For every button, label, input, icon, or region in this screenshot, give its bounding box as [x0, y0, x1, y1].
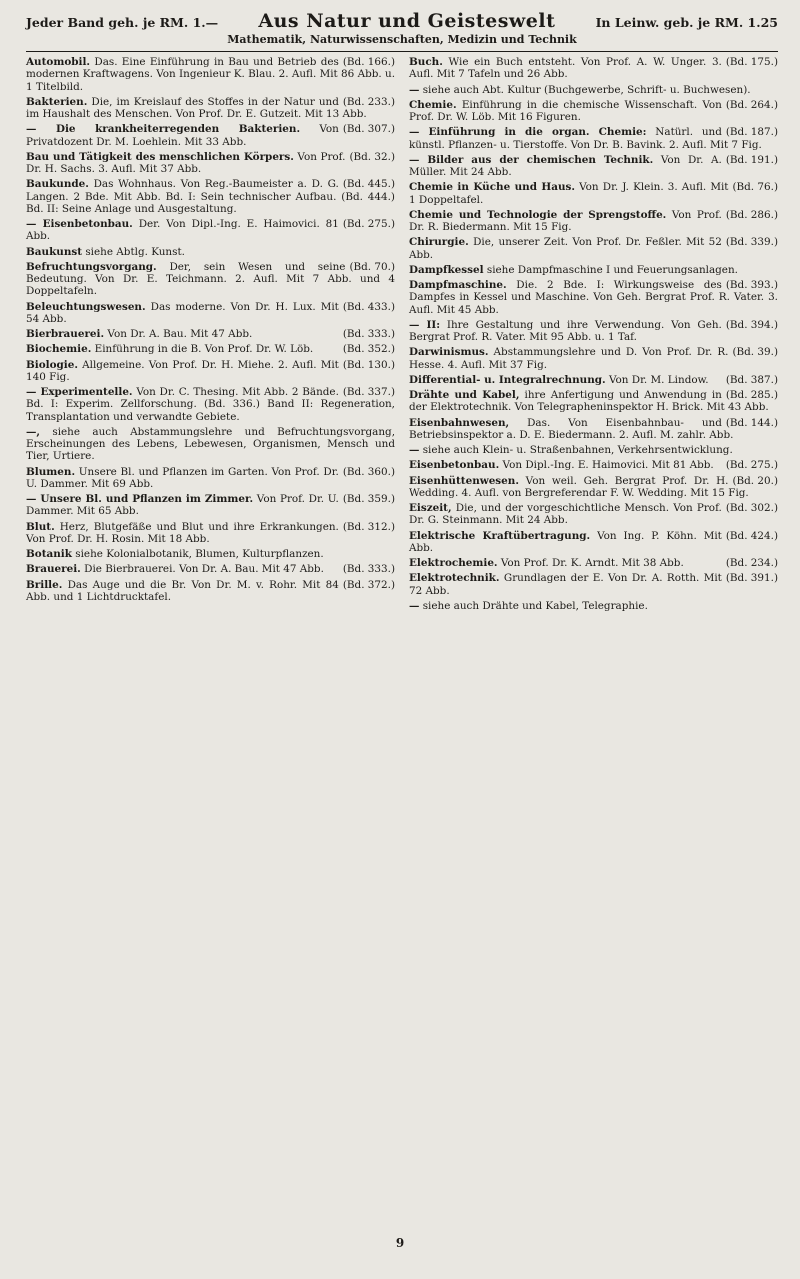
entry-text: Von Dr. A. Bau. Mit 47 Abb.: [107, 328, 253, 340]
entry-text: siehe Kolonialbotanik, Blumen, Kulturpflanzen.: [75, 548, 324, 560]
entry-heading: —,: [26, 425, 41, 438]
entry-volume: (Bd. 445.): [342, 178, 395, 191]
page-number: 9: [395, 1236, 405, 1250]
catalog-entry: [26, 343, 395, 355]
catalog-entry: [26, 493, 395, 518]
entry-text: Das Wohnhaus. Von Reg.-Baumeister a. D. G. Langen. 2 Bde. Mit Abb. Bd. I: Sein technischer Aufbau. (Bd. 444.) Bd. II: Seine Anlage und Ausgestaltung.: [26, 178, 395, 215]
catalog-entry: [409, 389, 778, 414]
left-column: [26, 56, 395, 615]
entry-volume: (Bd. 333.): [342, 563, 395, 576]
catalog-entry: [26, 359, 395, 384]
catalog-entry: [409, 56, 778, 81]
catalog-entry: [409, 459, 778, 471]
entry-volume: (Bd. 20.): [732, 474, 778, 487]
catalog-entry: [26, 521, 395, 546]
entry-text: Einführung in die chemische Wissenschaft. Von Prof. Dr. W. Löb. Mit 16 Figuren.: [409, 98, 722, 123]
catalog-entry: [26, 466, 395, 491]
catalog-entry: [409, 572, 778, 597]
catalog-entry: [409, 346, 778, 371]
catalog-entry: [409, 99, 778, 124]
entry-heading: Eisenbahnwesen,: [409, 416, 510, 429]
entry-volume: (Bd. 175.): [725, 56, 778, 68]
series-title: Aus Natur und Geisteswelt: [258, 10, 556, 32]
entry-heading: Baukunde.: [26, 178, 89, 191]
catalog-entry: [26, 301, 395, 326]
catalog-entry: [26, 178, 395, 215]
entry-text: Von Dr. A. Müller. Mit 24 Abb.: [409, 153, 722, 178]
entry-heading: Automobil.: [26, 56, 91, 68]
entry-heading: Differential- u. Integralrechnung.: [409, 373, 606, 386]
entry-text: Ihre Gestaltung und ihre Verwendung. Von Geh. Bergrat Prof. R. Vater. Mit 95 Abb. u. 1 Taf.: [409, 318, 722, 343]
entry-heading: Blumen.: [26, 465, 76, 478]
header-price-right: In Leinw. geb. je RM. 1.25: [595, 15, 778, 30]
entry-heading: Darwinismus.: [409, 346, 489, 359]
entry-text: Von Dr. C. Thesing. Mit Abb. 2 Bände. Bd. I: Experim. Zellforschung. (Bd. 336.) Band II: Regeneration, Transplantation und verwandte Gebiete.: [26, 386, 395, 423]
entry-heading: Buch.: [409, 56, 443, 68]
entry-heading: Eisenbetonbau.: [409, 459, 500, 472]
entry-text: Grundlagen der E. Von Dr. A. Rotth. Mit 72 Abb.: [409, 572, 722, 597]
entry-volume: (Bd. 312.): [342, 520, 395, 533]
entry-heading: Elektrotechnik.: [409, 572, 500, 585]
catalog-entry: [26, 328, 395, 340]
entry-heading: Chirurgie.: [409, 236, 469, 249]
entry-text: Das. Von Eisenbahnbau- und Betriebsinspektor a. D. E. Biedermann. 2. Aufl. M. zahlr. Abb.: [409, 416, 734, 441]
entry-heading: Biologie.: [26, 358, 78, 371]
catalog-entry: [409, 600, 778, 612]
entry-heading: — Bilder aus der chemischen Technik.: [409, 153, 654, 166]
catalog-entry: [409, 181, 778, 206]
entry-heading: Blut.: [26, 520, 55, 533]
entry-text: Das Auge und die Br. Von Dr. M. v. Rohr. Mit 84 Abb. und 1 Lichtdrucktafel.: [26, 578, 339, 603]
entry-text: Unsere Bl. und Pflanzen im Garten. Von Prof. Dr. U. Dammer. Mit 69 Abb.: [26, 465, 339, 490]
entry-text: Abstammungslehre und D. Von Prof. Dr. R. Hesse. 4. Aufl. Mit 37 Fig.: [409, 346, 729, 371]
entry-volume: (Bd. 234.): [725, 557, 778, 569]
entry-volume: (Bd. 166.): [342, 56, 395, 68]
catalog-entry: [409, 502, 778, 527]
entry-volume: (Bd. 187.): [725, 126, 778, 139]
entry-volume: (Bd. 391.): [725, 572, 778, 585]
entry-volume: (Bd. 424.): [725, 529, 778, 542]
entry-volume: (Bd. 337.): [342, 386, 395, 398]
entry-heading: Eiszeit,: [409, 502, 452, 514]
entry-volume: (Bd. 333.): [342, 328, 395, 340]
catalog-entry: [409, 126, 778, 151]
catalog-entry: [409, 279, 778, 316]
entry-text: Von Dr. M. Lindow.: [608, 373, 709, 386]
catalog-entry: [26, 426, 395, 463]
header-rule: [26, 51, 778, 52]
entry-text: Einführung in die B. Von Prof. Dr. W. Löb.: [94, 343, 314, 356]
header-line: [26, 10, 778, 32]
entry-heading: Dampfkessel: [409, 263, 484, 276]
catalog-entry: [26, 386, 395, 423]
catalog-entry: [26, 96, 395, 121]
entry-volume: (Bd. 264.): [725, 98, 778, 111]
entry-text: ihre Anfertigung und Anwendung in der Elektrotechnik. Von Telegrapheninspektor H. Brick. Mit 43 Abb.: [409, 389, 769, 414]
entry-volume: (Bd. 433.): [342, 300, 395, 313]
entry-volume: (Bd. 76.): [732, 181, 778, 194]
entry-volume: (Bd. 32.): [349, 150, 395, 163]
entry-heading: Chemie und Technologie der Sprengstoffe.: [409, 208, 667, 221]
entry-volume: (Bd. 372.): [342, 578, 395, 591]
entry-volume: (Bd. 339.): [725, 236, 778, 249]
entry-text: Von Privatdozent Dr. M. Loehlein. Mit 33 Abb.: [26, 123, 339, 148]
catalog-entry: [409, 475, 778, 500]
entry-text: siehe Dampfmaschine I und Feuerungsanlagen.: [486, 263, 738, 276]
entry-text: Das moderne. Von Dr. H. Lux. Mit 54 Abb.: [26, 300, 339, 325]
entry-volume: (Bd. 285.): [725, 389, 778, 401]
entry-heading: Elektrische Kraftübertragung.: [409, 529, 591, 542]
entry-heading: Brille.: [26, 578, 63, 591]
entry-heading: Baukunst: [26, 245, 83, 258]
right-column: [409, 56, 778, 615]
entry-volume: (Bd. 387.): [725, 373, 778, 386]
entry-heading: Biochemie.: [26, 343, 92, 356]
entry-text: Natürl. und künstl. Pflanzen- u. Tierstoffe. Von Dr. B. Bavink. 2. Aufl. Mit 7 Fig.: [409, 126, 762, 151]
catalog-entry: [409, 374, 778, 386]
catalog-entry: [409, 84, 778, 96]
entry-heading: Chemie in Küche und Haus.: [409, 181, 575, 194]
entry-text: Die, im Kreislauf des Stoffes in der Natur und im Haushalt des Menschen. Von Prof. Dr. E. Gutzeit. Mit 13 Abb.: [26, 95, 367, 120]
entry-text: siehe Abtlg. Kunst.: [85, 245, 185, 258]
entry-text: Von Dipl.-Ing. E. Haimovici. Mit 81 Abb.: [502, 459, 714, 472]
entry-text: siehe auch Klein- u. Straßenbahnen, Verkehrsentwicklung.: [422, 444, 733, 456]
entry-heading: Beleuchtungswesen.: [26, 300, 146, 313]
entry-heading: Drähte und Kabel,: [409, 389, 520, 401]
entry-heading: — Experimentelle.: [26, 386, 133, 398]
catalog-entry: [409, 154, 778, 179]
entry-heading: Chemie.: [409, 98, 457, 111]
entry-text: Allgemeine. Von Prof. Dr. H. Miehe. 2. Aufl. Mit 140 Fig.: [26, 358, 339, 383]
entry-text: Von Prof. Dr. H. Sachs. 3. Aufl. Mit 37 Abb.: [26, 150, 346, 175]
entry-text: Von Prof. Dr. U. Dammer. Mit 65 Abb.: [26, 493, 339, 518]
entry-heading: — II:: [409, 318, 441, 331]
catalog-entry: [26, 56, 395, 93]
header-price-left: Jeder Band geh. je RM. 1.—: [26, 15, 219, 30]
entry-text: Der, sein Wesen und seine Bedeutung. Von Dr. E. Teichmann. 2. Aufl. Mit 7 Abb. und 4 Doppeltafeln.: [26, 260, 395, 298]
entry-heading: Brauerei.: [26, 563, 81, 576]
entry-heading: —: [409, 83, 420, 96]
entry-heading: Bierbrauerei.: [26, 328, 105, 340]
entry-heading: —: [409, 599, 420, 612]
entry-heading: Befruchtungsvorgang.: [26, 260, 157, 273]
catalog-entry: [26, 261, 395, 298]
entry-volume: (Bd. 39.): [732, 346, 778, 359]
catalog-entry: [26, 246, 395, 258]
catalog-entry: [409, 236, 778, 261]
catalog-entry: [409, 209, 778, 234]
catalog-entry: [409, 417, 778, 442]
catalog-entry: [26, 151, 395, 176]
catalog-entry: [26, 123, 395, 148]
entry-heading: Bakterien.: [26, 95, 88, 108]
entry-text: Wie ein Buch entsteht. Von Prof. A. W. Unger. 3. Aufl. Mit 7 Tafeln und 26 Abb.: [409, 56, 722, 81]
catalog-entry: [409, 319, 778, 344]
entry-heading: Eisenhüttenwesen.: [409, 474, 519, 487]
entry-heading: Botanik: [26, 548, 72, 560]
entry-volume: (Bd. 275.): [342, 218, 395, 230]
entry-text: siehe auch Drähte und Kabel, Telegraphie.: [422, 599, 648, 612]
entry-text: Von Prof. Dr. R. Biedermann. Mit 15 Fig.: [409, 208, 722, 233]
entry-heading: Bau und Tätigkeit des menschlichen Körpers.: [26, 150, 294, 163]
entry-volume: (Bd. 307.): [342, 123, 395, 136]
entry-heading: — Unsere Bl. und Pflanzen im Zimmer.: [26, 493, 254, 505]
entry-heading: —: [409, 444, 420, 456]
entry-volume: (Bd. 302.): [725, 502, 778, 514]
entry-volume: (Bd. 191.): [725, 153, 778, 166]
entry-heading: — Einführung in die organ. Chemie:: [409, 126, 647, 139]
catalog-entry: [409, 444, 778, 456]
entry-heading: Elektrochemie.: [409, 557, 498, 569]
entry-volume: (Bd. 70.): [349, 260, 395, 273]
entry-text: Die. 2 Bde. I: Wirkungsweise des Dampfes in Kessel und Maschine. Von Geh. Bergrat Prof. R. Vater. 3. Aufl. Mit 45 Abb.: [409, 279, 778, 316]
catalog-entry: [26, 218, 395, 243]
entry-text: siehe auch Abt. Kultur (Buchgewerbe, Schrift- u. Buchwesen).: [422, 83, 751, 96]
entry-text: Die Bierbrauerei. Von Dr. A. Bau. Mit 47 Abb.: [84, 563, 324, 576]
entry-volume: (Bd. 130.): [342, 358, 395, 371]
entry-heading: — Eisenbetonbau.: [26, 218, 133, 230]
entry-volume: (Bd. 359.): [342, 493, 395, 505]
entry-volume: (Bd. 275.): [725, 459, 778, 472]
entry-text: siehe auch Abstammungslehre und Befruchtungsvorgang, Erscheinungen des Lebens, Lebewesen, Organismen, Mensch und Tier, Urtiere.: [26, 425, 395, 463]
entry-volume: (Bd. 233.): [342, 95, 395, 108]
entry-text: Das. Eine Einführung in Bau und Betrieb des modernen Kraftwagens. Von Ingenieur K. Blau. 2. Aufl. Mit 86 Abb. u. 1 Titelbild.: [26, 56, 395, 93]
entry-volume: (Bd. 360.): [342, 465, 395, 478]
entry-volume: (Bd. 394.): [725, 318, 778, 331]
catalog-columns: [26, 56, 778, 615]
catalog-entry: [26, 579, 395, 604]
catalog-entry: [26, 548, 395, 560]
entry-text: Von Dr. J. Klein. 3. Aufl. Mit 1 Doppeltafel.: [409, 181, 729, 206]
entry-volume: (Bd. 144.): [725, 416, 778, 429]
catalog-entry: [26, 563, 395, 575]
entry-text: Die, und der vorgeschichtliche Mensch. Von Prof. Dr. G. Steinmann. Mit 24 Abb.: [409, 502, 722, 527]
entry-text: Von Ing. P. Köhn. Mit Abb.: [409, 529, 722, 554]
entry-text: Herz, Blutgefäße und Blut und ihre Erkrankungen. Von Prof. Dr. H. Rosin. Mit 18 Abb.: [26, 520, 339, 545]
entry-heading: Dampfmaschine.: [409, 279, 507, 291]
catalog-entry: [409, 557, 778, 569]
catalog-entry: [409, 264, 778, 276]
entry-text: Die, unserer Zeit. Von Prof. Dr. Feßler. Mit 52 Abb.: [409, 236, 722, 261]
entry-heading: — Die krankheiterregenden Bakterien.: [26, 123, 301, 136]
entry-text: Von Prof. Dr. K. Arndt. Mit 38 Abb.: [500, 557, 684, 569]
entry-text: Der. Von Dipl.-Ing. E. Haimovici. 81 Abb.: [26, 218, 339, 243]
catalog-entry: [409, 530, 778, 555]
entry-volume: (Bd. 393.): [725, 279, 778, 291]
section-subtitle: Mathematik, Naturwissenschaften, Medizin und Technik: [227, 33, 577, 46]
entry-volume: (Bd. 352.): [342, 343, 395, 356]
entry-text: Von weil. Geh. Bergrat Prof. Dr. H. Wedding. 4. Aufl. von Bergreferendar F. W. Wedding. Mit 15 Fig.: [409, 474, 749, 499]
entry-volume: (Bd. 286.): [725, 208, 778, 221]
